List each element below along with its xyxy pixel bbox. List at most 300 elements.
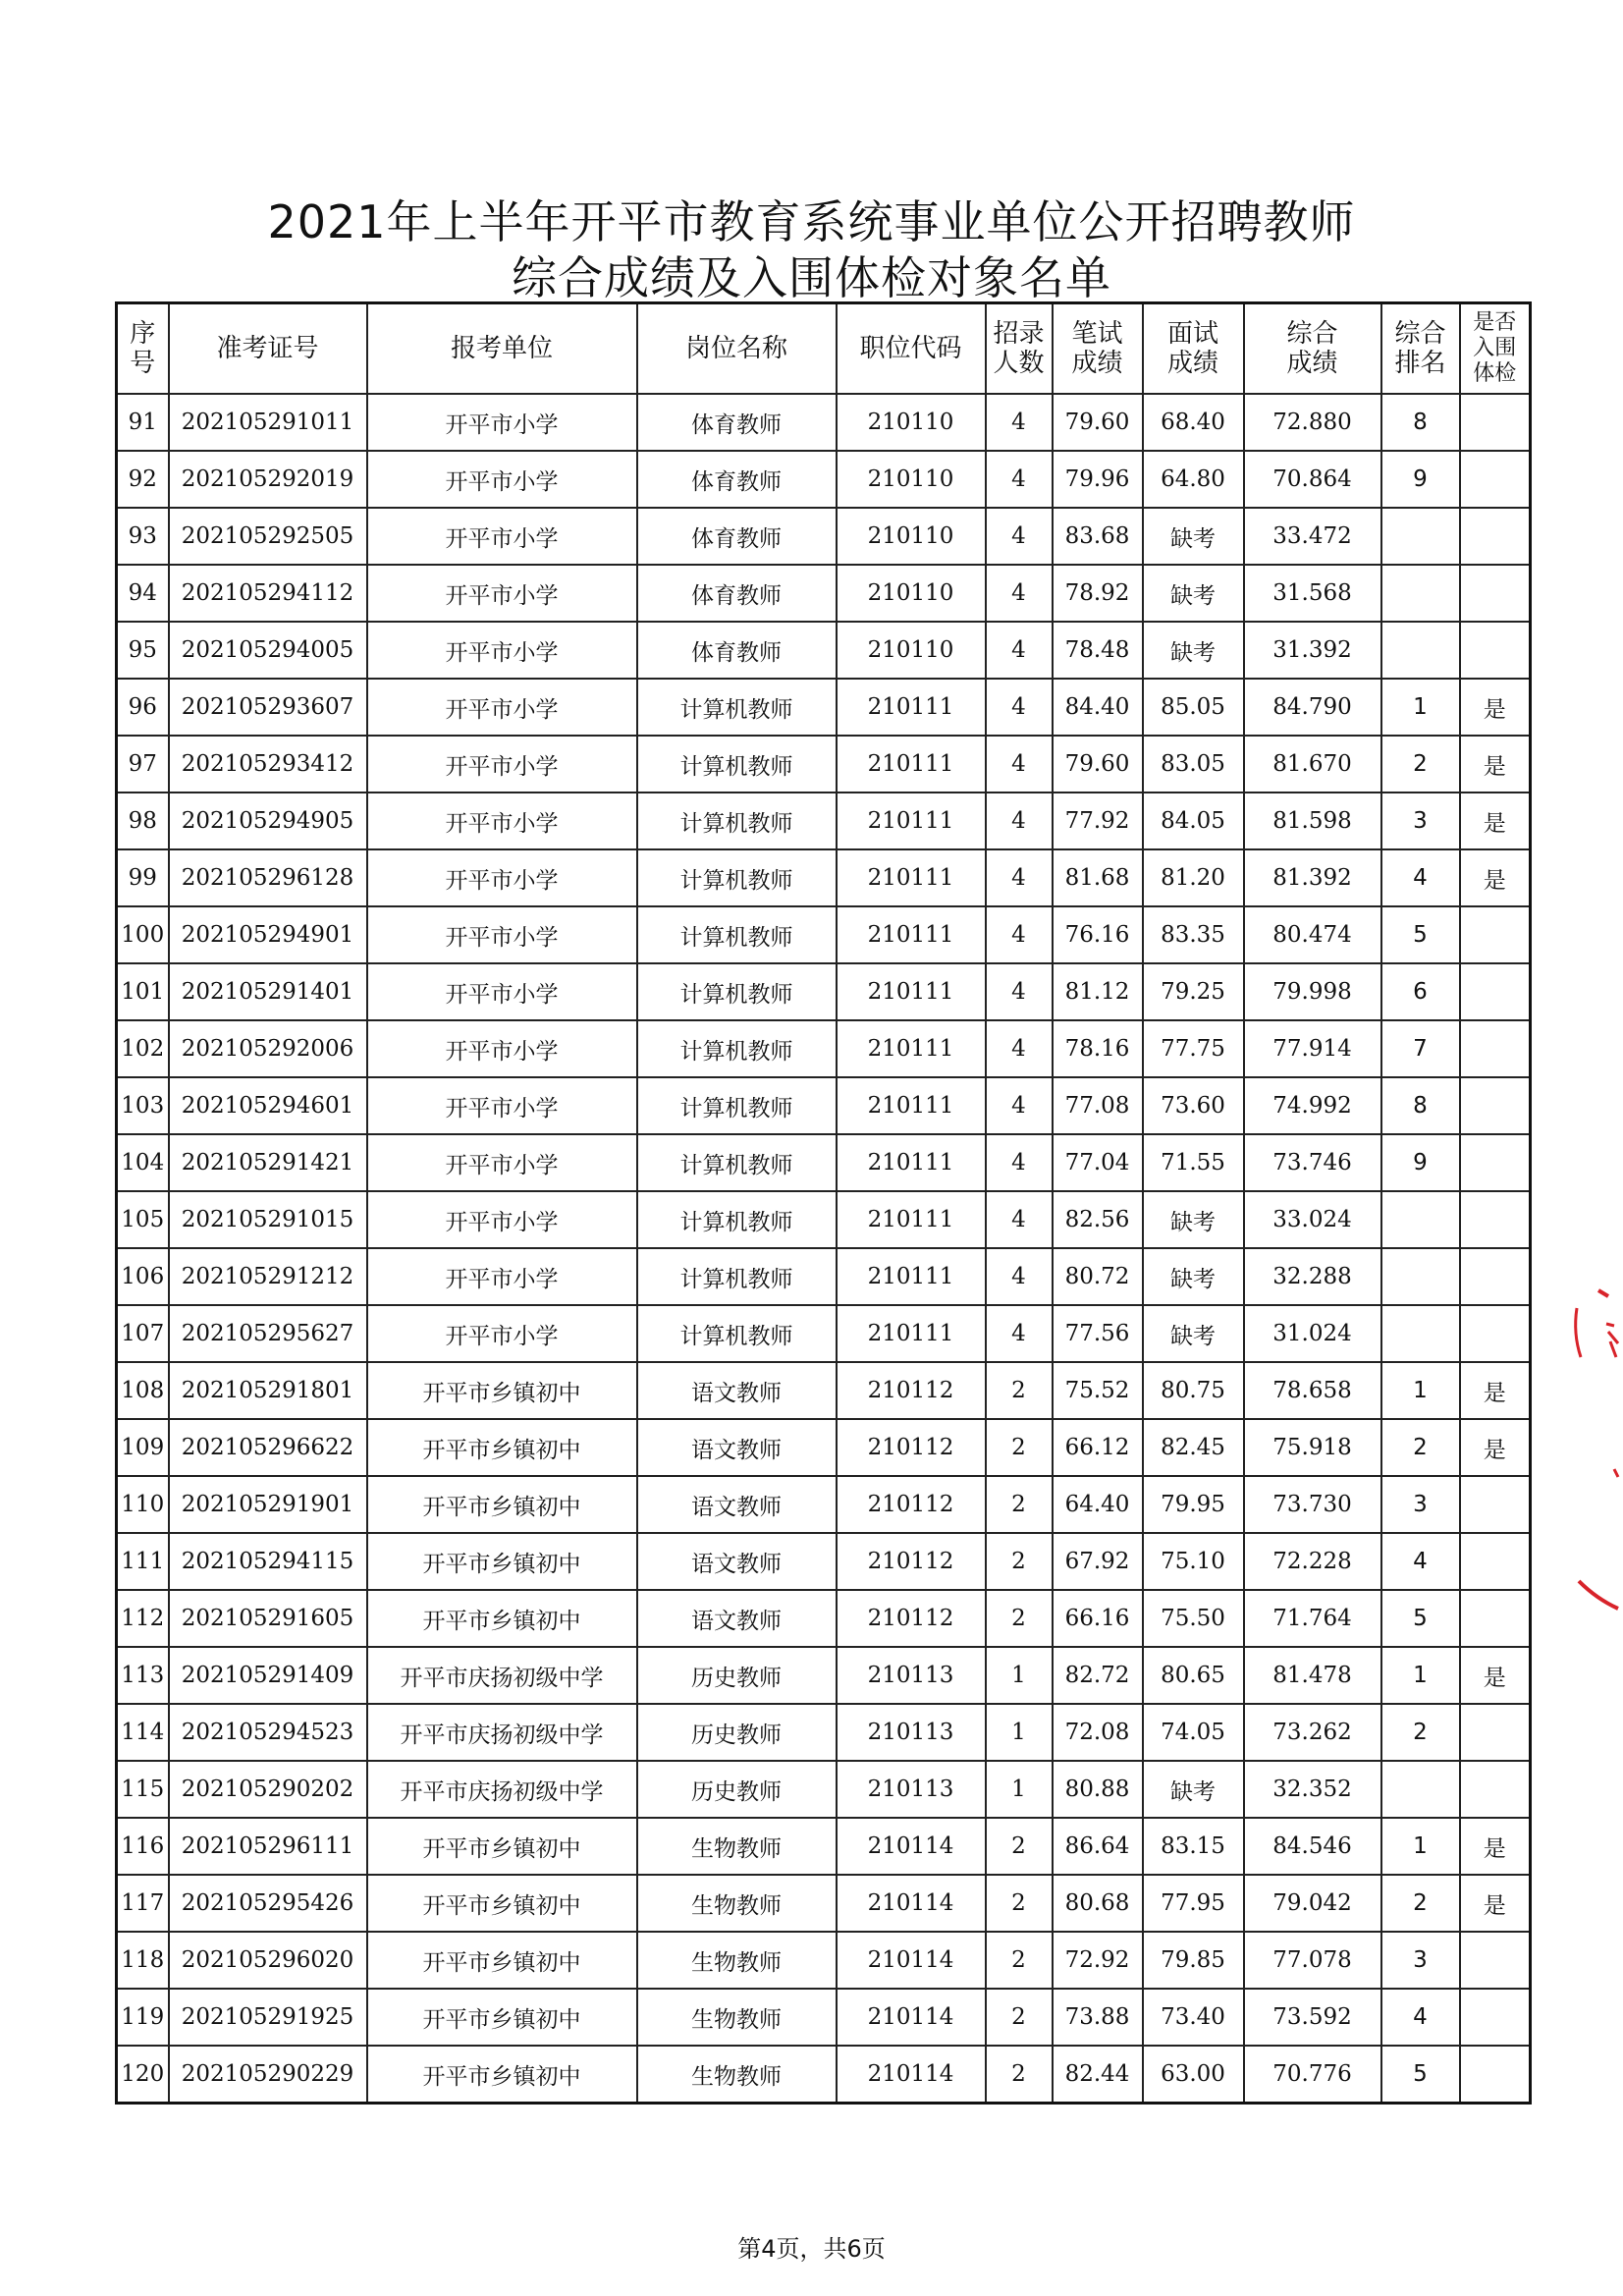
cell-physical bbox=[1460, 1533, 1531, 1590]
cell-physical bbox=[1460, 1989, 1531, 2046]
cell-physical bbox=[1460, 1134, 1531, 1191]
cell-interview: 80.75 bbox=[1143, 1362, 1244, 1419]
cell-code: 210113 bbox=[837, 1761, 986, 1818]
cell-unit: 开平市乡镇初中 bbox=[367, 1476, 637, 1533]
cell-exam-no: 202105296020 bbox=[169, 1932, 367, 1989]
cell-rank: 4 bbox=[1381, 1989, 1460, 2046]
cell-interview: 84.05 bbox=[1143, 793, 1244, 849]
cell-unit: 开平市乡镇初中 bbox=[367, 1362, 637, 1419]
header-written: 笔试成绩 bbox=[1053, 303, 1143, 395]
cell-code: 210111 bbox=[837, 1191, 986, 1248]
header-exam-no: 准考证号 bbox=[169, 303, 367, 395]
cell-physical bbox=[1460, 622, 1531, 679]
cell-physical bbox=[1460, 1191, 1531, 1248]
cell-physical bbox=[1460, 1761, 1531, 1818]
cell-post: 语文教师 bbox=[637, 1362, 837, 1419]
cell-total: 77.078 bbox=[1244, 1932, 1381, 1989]
cell-code: 210113 bbox=[837, 1704, 986, 1761]
cell-written: 78.92 bbox=[1053, 565, 1143, 622]
cell-exam-no: 202105292019 bbox=[169, 451, 367, 508]
cell-code: 210111 bbox=[837, 1134, 986, 1191]
cell-rank: 3 bbox=[1381, 1932, 1460, 1989]
cell-written: 80.72 bbox=[1053, 1248, 1143, 1305]
cell-post: 语文教师 bbox=[637, 1476, 837, 1533]
table-row bbox=[117, 1761, 1531, 1818]
cell-rank: 6 bbox=[1381, 963, 1460, 1020]
cell-written: 66.16 bbox=[1053, 1590, 1143, 1647]
cell-post: 计算机教师 bbox=[637, 1020, 837, 1077]
cell-physical: 是 bbox=[1460, 1419, 1531, 1476]
cell-rank bbox=[1381, 622, 1460, 679]
header-total: 综合成绩 bbox=[1244, 303, 1381, 395]
header-rank: 综合排名 bbox=[1381, 303, 1460, 395]
cell-code: 210111 bbox=[837, 1248, 986, 1305]
table-row bbox=[117, 1590, 1531, 1647]
cell-total: 84.790 bbox=[1244, 679, 1381, 736]
cell-written: 81.68 bbox=[1053, 849, 1143, 906]
cell-exam-no: 202105291015 bbox=[169, 1191, 367, 1248]
header-post: 岗位名称 bbox=[637, 303, 837, 395]
cell-interview: 77.95 bbox=[1143, 1875, 1244, 1932]
cell-total: 79.042 bbox=[1244, 1875, 1381, 1932]
cell-seq: 97 bbox=[117, 736, 169, 793]
cell-total: 80.474 bbox=[1244, 906, 1381, 963]
cell-code: 210111 bbox=[837, 1305, 986, 1362]
cell-code: 210111 bbox=[837, 963, 986, 1020]
cell-interview: 64.80 bbox=[1143, 451, 1244, 508]
cell-exam-no: 202105291925 bbox=[169, 1989, 367, 2046]
cell-written: 66.12 bbox=[1053, 1419, 1143, 1476]
cell-unit: 开平市小学 bbox=[367, 849, 637, 906]
cell-interview: 缺考 bbox=[1143, 1305, 1244, 1362]
cell-post: 体育教师 bbox=[637, 622, 837, 679]
table-row bbox=[117, 1875, 1531, 1932]
cell-quota: 4 bbox=[986, 1134, 1053, 1191]
table-row bbox=[117, 1818, 1531, 1875]
cell-unit: 开平市小学 bbox=[367, 963, 637, 1020]
cell-exam-no: 202105294005 bbox=[169, 622, 367, 679]
cell-interview: 73.60 bbox=[1143, 1077, 1244, 1134]
table-row bbox=[117, 1134, 1531, 1191]
cell-unit: 开平市小学 bbox=[367, 394, 637, 451]
cell-unit: 开平市小学 bbox=[367, 451, 637, 508]
cell-code: 210114 bbox=[837, 2046, 986, 2104]
cell-unit: 开平市乡镇初中 bbox=[367, 2046, 637, 2104]
cell-rank: 1 bbox=[1381, 679, 1460, 736]
table-header-row bbox=[117, 303, 1531, 395]
table-row bbox=[117, 394, 1531, 451]
cell-seq: 98 bbox=[117, 793, 169, 849]
cell-unit: 开平市小学 bbox=[367, 1077, 637, 1134]
cell-total: 31.568 bbox=[1244, 565, 1381, 622]
cell-code: 210111 bbox=[837, 679, 986, 736]
cell-post: 生物教师 bbox=[637, 1875, 837, 1932]
cell-code: 210110 bbox=[837, 508, 986, 565]
cell-seq: 93 bbox=[117, 508, 169, 565]
cell-total: 78.658 bbox=[1244, 1362, 1381, 1419]
cell-interview: 74.05 bbox=[1143, 1704, 1244, 1761]
cell-unit: 开平市乡镇初中 bbox=[367, 1533, 637, 1590]
cell-post: 历史教师 bbox=[637, 1704, 837, 1761]
cell-exam-no: 202105292006 bbox=[169, 1020, 367, 1077]
cell-seq: 92 bbox=[117, 451, 169, 508]
cell-seq: 106 bbox=[117, 1248, 169, 1305]
cell-code: 210112 bbox=[837, 1533, 986, 1590]
cell-physical bbox=[1460, 1476, 1531, 1533]
cell-exam-no: 202105294601 bbox=[169, 1077, 367, 1134]
cell-interview: 71.55 bbox=[1143, 1134, 1244, 1191]
table-row bbox=[117, 679, 1531, 736]
cell-quota: 4 bbox=[986, 679, 1053, 736]
cell-rank bbox=[1381, 508, 1460, 565]
cell-total: 81.478 bbox=[1244, 1647, 1381, 1704]
cell-exam-no: 202105291605 bbox=[169, 1590, 367, 1647]
cell-exam-no: 202105291421 bbox=[169, 1134, 367, 1191]
cell-code: 210111 bbox=[837, 736, 986, 793]
cell-post: 计算机教师 bbox=[637, 963, 837, 1020]
cell-seq: 107 bbox=[117, 1305, 169, 1362]
table-row bbox=[117, 1305, 1531, 1362]
cell-total: 81.392 bbox=[1244, 849, 1381, 906]
cell-interview: 63.00 bbox=[1143, 2046, 1244, 2104]
cell-code: 210114 bbox=[837, 1875, 986, 1932]
cell-written: 79.60 bbox=[1053, 394, 1143, 451]
cell-interview: 83.35 bbox=[1143, 906, 1244, 963]
cell-rank: 2 bbox=[1381, 1704, 1460, 1761]
cell-physical bbox=[1460, 1704, 1531, 1761]
cell-rank: 1 bbox=[1381, 1647, 1460, 1704]
cell-unit: 开平市小学 bbox=[367, 1191, 637, 1248]
cell-quota: 1 bbox=[986, 1761, 1053, 1818]
cell-exam-no: 202105295627 bbox=[169, 1305, 367, 1362]
cell-physical bbox=[1460, 1305, 1531, 1362]
cell-code: 210113 bbox=[837, 1647, 986, 1704]
cell-total: 81.670 bbox=[1244, 736, 1381, 793]
table-row bbox=[117, 1647, 1531, 1704]
cell-physical: 是 bbox=[1460, 849, 1531, 906]
cell-total: 33.472 bbox=[1244, 508, 1381, 565]
cell-written: 86.64 bbox=[1053, 1818, 1143, 1875]
cell-interview: 79.25 bbox=[1143, 963, 1244, 1020]
cell-seq: 120 bbox=[117, 2046, 169, 2104]
cell-seq: 111 bbox=[117, 1533, 169, 1590]
cell-interview: 75.50 bbox=[1143, 1590, 1244, 1647]
cell-quota: 4 bbox=[986, 1305, 1053, 1362]
table-row bbox=[117, 963, 1531, 1020]
cell-written: 80.68 bbox=[1053, 1875, 1143, 1932]
cell-seq: 104 bbox=[117, 1134, 169, 1191]
cell-written: 78.48 bbox=[1053, 622, 1143, 679]
cell-quota: 2 bbox=[986, 1875, 1053, 1932]
cell-unit: 开平市乡镇初中 bbox=[367, 1989, 637, 2046]
cell-rank bbox=[1381, 1761, 1460, 1818]
cell-exam-no: 202105292505 bbox=[169, 508, 367, 565]
cell-seq: 114 bbox=[117, 1704, 169, 1761]
cell-rank: 3 bbox=[1381, 793, 1460, 849]
cell-total: 70.864 bbox=[1244, 451, 1381, 508]
table-row bbox=[117, 622, 1531, 679]
cell-code: 210110 bbox=[837, 622, 986, 679]
cell-unit: 开平市小学 bbox=[367, 565, 637, 622]
cell-quota: 4 bbox=[986, 906, 1053, 963]
cell-code: 210114 bbox=[837, 1989, 986, 2046]
cell-physical: 是 bbox=[1460, 1362, 1531, 1419]
cell-seq: 103 bbox=[117, 1077, 169, 1134]
table-row bbox=[117, 1419, 1531, 1476]
cell-total: 71.764 bbox=[1244, 1590, 1381, 1647]
cell-post: 计算机教师 bbox=[637, 1191, 837, 1248]
table-row bbox=[117, 1077, 1531, 1134]
cell-exam-no: 202105293607 bbox=[169, 679, 367, 736]
cell-post: 历史教师 bbox=[637, 1647, 837, 1704]
cell-total: 73.730 bbox=[1244, 1476, 1381, 1533]
page-footer: 第4页，共6页 bbox=[737, 2235, 886, 2263]
table-row bbox=[117, 1704, 1531, 1761]
cell-seq: 109 bbox=[117, 1419, 169, 1476]
cell-physical bbox=[1460, 1932, 1531, 1989]
cell-exam-no: 202105291409 bbox=[169, 1647, 367, 1704]
cell-interview: 79.95 bbox=[1143, 1476, 1244, 1533]
cell-unit: 开平市小学 bbox=[367, 1020, 637, 1077]
cell-unit: 开平市小学 bbox=[367, 1248, 637, 1305]
cell-interview: 缺考 bbox=[1143, 622, 1244, 679]
cell-total: 33.024 bbox=[1244, 1191, 1381, 1248]
cell-physical bbox=[1460, 2046, 1531, 2104]
cell-exam-no: 202105294115 bbox=[169, 1533, 367, 1590]
cell-total: 77.914 bbox=[1244, 1020, 1381, 1077]
cell-rank: 9 bbox=[1381, 1134, 1460, 1191]
cell-written: 84.40 bbox=[1053, 679, 1143, 736]
cell-code: 210111 bbox=[837, 1020, 986, 1077]
cell-post: 生物教师 bbox=[637, 1818, 837, 1875]
cell-total: 70.776 bbox=[1244, 2046, 1381, 2104]
cell-exam-no: 202105291401 bbox=[169, 963, 367, 1020]
cell-unit: 开平市小学 bbox=[367, 622, 637, 679]
cell-seq: 118 bbox=[117, 1932, 169, 1989]
table-row bbox=[117, 793, 1531, 849]
cell-exam-no: 202105294901 bbox=[169, 906, 367, 963]
cell-unit: 开平市小学 bbox=[367, 508, 637, 565]
cell-written: 77.08 bbox=[1053, 1077, 1143, 1134]
cell-physical bbox=[1460, 565, 1531, 622]
table-row bbox=[117, 1362, 1531, 1419]
cell-physical: 是 bbox=[1460, 793, 1531, 849]
cell-rank bbox=[1381, 1305, 1460, 1362]
cell-seq: 99 bbox=[117, 849, 169, 906]
cell-post: 计算机教师 bbox=[637, 736, 837, 793]
cell-physical bbox=[1460, 508, 1531, 565]
cell-exam-no: 202105291011 bbox=[169, 394, 367, 451]
cell-rank bbox=[1381, 1191, 1460, 1248]
cell-exam-no: 202105294112 bbox=[169, 565, 367, 622]
cell-unit: 开平市小学 bbox=[367, 793, 637, 849]
cell-post: 体育教师 bbox=[637, 451, 837, 508]
cell-unit: 开平市庆扬初级中学 bbox=[367, 1704, 637, 1761]
cell-post: 计算机教师 bbox=[637, 679, 837, 736]
cell-code: 210110 bbox=[837, 394, 986, 451]
table-row bbox=[117, 508, 1531, 565]
cell-written: 79.96 bbox=[1053, 451, 1143, 508]
cell-physical bbox=[1460, 451, 1531, 508]
cell-written: 64.40 bbox=[1053, 1476, 1143, 1533]
cell-written: 79.60 bbox=[1053, 736, 1143, 793]
cell-seq: 116 bbox=[117, 1818, 169, 1875]
cell-written: 81.12 bbox=[1053, 963, 1143, 1020]
cell-post: 计算机教师 bbox=[637, 1134, 837, 1191]
cell-quota: 2 bbox=[986, 1590, 1053, 1647]
cell-total: 32.288 bbox=[1244, 1248, 1381, 1305]
cell-rank: 2 bbox=[1381, 1419, 1460, 1476]
cell-unit: 开平市乡镇初中 bbox=[367, 1419, 637, 1476]
cell-rank: 3 bbox=[1381, 1476, 1460, 1533]
cell-physical bbox=[1460, 1077, 1531, 1134]
cell-interview: 缺考 bbox=[1143, 1191, 1244, 1248]
cell-interview: 缺考 bbox=[1143, 1761, 1244, 1818]
cell-post: 体育教师 bbox=[637, 565, 837, 622]
cell-code: 210112 bbox=[837, 1419, 986, 1476]
cell-unit: 开平市乡镇初中 bbox=[367, 1818, 637, 1875]
cell-interview: 79.85 bbox=[1143, 1932, 1244, 1989]
cell-physical: 是 bbox=[1460, 1875, 1531, 1932]
cell-exam-no: 202105294905 bbox=[169, 793, 367, 849]
cell-written: 72.92 bbox=[1053, 1932, 1143, 1989]
cell-total: 81.598 bbox=[1244, 793, 1381, 849]
cell-code: 210112 bbox=[837, 1476, 986, 1533]
cell-post: 体育教师 bbox=[637, 394, 837, 451]
cell-exam-no: 202105291901 bbox=[169, 1476, 367, 1533]
cell-seq: 105 bbox=[117, 1191, 169, 1248]
cell-post: 生物教师 bbox=[637, 1932, 837, 1989]
cell-seq: 100 bbox=[117, 906, 169, 963]
cell-seq: 115 bbox=[117, 1761, 169, 1818]
header-quota: 招录人数 bbox=[986, 303, 1053, 395]
cell-quota: 4 bbox=[986, 1020, 1053, 1077]
cell-unit: 开平市小学 bbox=[367, 736, 637, 793]
cell-quota: 4 bbox=[986, 1191, 1053, 1248]
cell-written: 78.16 bbox=[1053, 1020, 1143, 1077]
cell-code: 210111 bbox=[837, 1077, 986, 1134]
cell-total: 73.262 bbox=[1244, 1704, 1381, 1761]
cell-quota: 4 bbox=[986, 849, 1053, 906]
cell-rank bbox=[1381, 565, 1460, 622]
cell-unit: 开平市乡镇初中 bbox=[367, 1875, 637, 1932]
cell-total: 75.918 bbox=[1244, 1419, 1381, 1476]
cell-quota: 4 bbox=[986, 508, 1053, 565]
cell-physical: 是 bbox=[1460, 1647, 1531, 1704]
cell-interview: 缺考 bbox=[1143, 508, 1244, 565]
cell-written: 77.92 bbox=[1053, 793, 1143, 849]
cell-quota: 4 bbox=[986, 1077, 1053, 1134]
table-row bbox=[117, 736, 1531, 793]
cell-interview: 81.20 bbox=[1143, 849, 1244, 906]
cell-exam-no: 202105291212 bbox=[169, 1248, 367, 1305]
table-row bbox=[117, 1476, 1531, 1533]
cell-unit: 开平市乡镇初中 bbox=[367, 1932, 637, 1989]
cell-post: 语文教师 bbox=[637, 1419, 837, 1476]
cell-rank: 4 bbox=[1381, 849, 1460, 906]
cell-written: 75.52 bbox=[1053, 1362, 1143, 1419]
cell-total: 72.228 bbox=[1244, 1533, 1381, 1590]
table-row bbox=[117, 1932, 1531, 1989]
cell-code: 210112 bbox=[837, 1362, 986, 1419]
cell-written: 80.88 bbox=[1053, 1761, 1143, 1818]
cell-exam-no: 202105290229 bbox=[169, 2046, 367, 2104]
cell-interview: 85.05 bbox=[1143, 679, 1244, 736]
cell-exam-no: 202105296111 bbox=[169, 1818, 367, 1875]
cell-rank: 5 bbox=[1381, 2046, 1460, 2104]
cell-post: 计算机教师 bbox=[637, 1305, 837, 1362]
cell-post: 语文教师 bbox=[637, 1590, 837, 1647]
cell-seq: 113 bbox=[117, 1647, 169, 1704]
cell-quota: 2 bbox=[986, 1989, 1053, 2046]
cell-rank bbox=[1381, 1248, 1460, 1305]
cell-rank: 2 bbox=[1381, 1875, 1460, 1932]
cell-code: 210114 bbox=[837, 1818, 986, 1875]
cell-quota: 1 bbox=[986, 1704, 1053, 1761]
cell-written: 82.72 bbox=[1053, 1647, 1143, 1704]
cell-written: 72.08 bbox=[1053, 1704, 1143, 1761]
header-seq: 序号 bbox=[117, 303, 169, 395]
cell-written: 67.92 bbox=[1053, 1533, 1143, 1590]
cell-post: 生物教师 bbox=[637, 1989, 837, 2046]
cell-total: 32.352 bbox=[1244, 1761, 1381, 1818]
cell-code: 210114 bbox=[837, 1932, 986, 1989]
cell-written: 83.68 bbox=[1053, 508, 1143, 565]
cell-exam-no: 202105294523 bbox=[169, 1704, 367, 1761]
cell-seq: 117 bbox=[117, 1875, 169, 1932]
cell-total: 79.998 bbox=[1244, 963, 1381, 1020]
cell-unit: 开平市庆扬初级中学 bbox=[367, 1647, 637, 1704]
cell-interview: 73.40 bbox=[1143, 1989, 1244, 2046]
cell-quota: 2 bbox=[986, 2046, 1053, 2104]
document-title-line1: 2021年上半年开平市教育系统事业单位公开招聘教师 bbox=[267, 195, 1356, 248]
cell-unit: 开平市小学 bbox=[367, 1305, 637, 1362]
table-row bbox=[117, 1020, 1531, 1077]
cell-rank: 4 bbox=[1381, 1533, 1460, 1590]
cell-exam-no: 202105295426 bbox=[169, 1875, 367, 1932]
cell-physical bbox=[1460, 906, 1531, 963]
cell-written: 73.88 bbox=[1053, 1989, 1143, 2046]
cell-written: 82.44 bbox=[1053, 2046, 1143, 2104]
cell-post: 体育教师 bbox=[637, 508, 837, 565]
cell-rank: 1 bbox=[1381, 1818, 1460, 1875]
cell-quota: 2 bbox=[986, 1818, 1053, 1875]
cell-seq: 96 bbox=[117, 679, 169, 736]
results-table bbox=[115, 301, 1532, 2105]
cell-rank: 8 bbox=[1381, 1077, 1460, 1134]
cell-post: 计算机教师 bbox=[637, 793, 837, 849]
cell-interview: 80.65 bbox=[1143, 1647, 1244, 1704]
cell-seq: 119 bbox=[117, 1989, 169, 2046]
document-title-line2: 综合成绩及入围体检对象名单 bbox=[512, 251, 1111, 304]
cell-rank: 2 bbox=[1381, 736, 1460, 793]
header-code: 职位代码 bbox=[837, 303, 986, 395]
table-row bbox=[117, 1191, 1531, 1248]
cell-post: 计算机教师 bbox=[637, 849, 837, 906]
cell-total: 74.992 bbox=[1244, 1077, 1381, 1134]
cell-interview: 83.15 bbox=[1143, 1818, 1244, 1875]
cell-seq: 94 bbox=[117, 565, 169, 622]
cell-interview: 缺考 bbox=[1143, 1248, 1244, 1305]
cell-total: 73.746 bbox=[1244, 1134, 1381, 1191]
cell-physical bbox=[1460, 1590, 1531, 1647]
cell-total: 84.546 bbox=[1244, 1818, 1381, 1875]
table-row bbox=[117, 565, 1531, 622]
cell-quota: 2 bbox=[986, 1533, 1053, 1590]
cell-quota: 2 bbox=[986, 1476, 1053, 1533]
table-row bbox=[117, 906, 1531, 963]
cell-seq: 112 bbox=[117, 1590, 169, 1647]
